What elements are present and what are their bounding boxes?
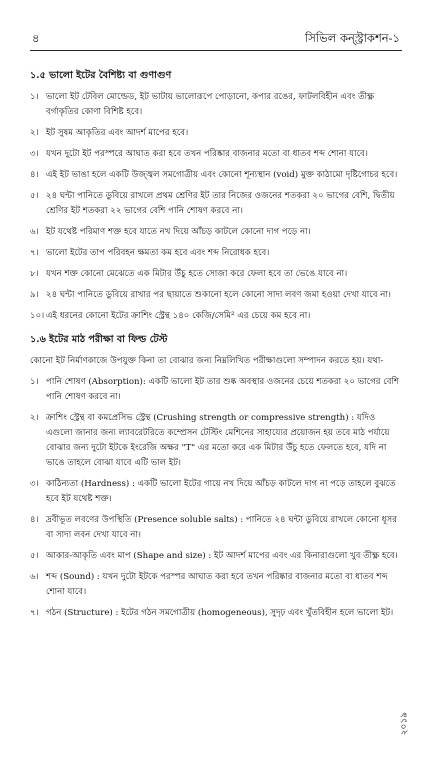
item-number: ৩। bbox=[30, 149, 39, 159]
header-rule bbox=[30, 50, 402, 51]
list-item bbox=[30, 606, 402, 621]
item-number: ৭। bbox=[30, 608, 39, 618]
item-number: ১। bbox=[30, 377, 39, 387]
item-number: ১। bbox=[30, 92, 39, 102]
item-text: যখন শক্ত কোনো মেঝেতে এক মিটার উঁচু হতে সোজা করে ফেলা হবে তা ভেঙে যাবে না। bbox=[46, 269, 348, 279]
list-item bbox=[30, 147, 402, 162]
list-item bbox=[30, 288, 402, 303]
item-text: কাঠিন্যতা (Hardness) : একটি ভালো ইটের গায়ে নখ দিয়ে আঁচড় কাটলে দাগ না পড়ে তাহলে বুঝতে হবে ইট যথেষ্ট শক্ত। bbox=[46, 479, 396, 504]
item-text: ২৪ ঘন্টা পানিতে ডুবিয়ে রাখার পর ছায়াতে শুকানো হলে কোনো সাদা লবণ জমা হওয়া দেখা যাবে না। bbox=[46, 290, 391, 300]
list-item bbox=[30, 375, 402, 405]
item-number: ৫। bbox=[30, 551, 39, 561]
item-number: ৩। bbox=[30, 479, 39, 489]
item-text: ইট যথেষ্ট পরিমাণ শক্ত হবে যাতে নখ দিয়ে আঁচড় কাটলে কোনো দাগ পড়ে না। bbox=[46, 227, 311, 237]
item-text: ২৪ ঘন্টা পানিতে ডুবিয়ে রাখলে প্রথম শ্রেণির ইট তার নিজের ওজনের শতকরা ২০ ভাগের বেশি, দ্বিতীয় শ্রেণির ইট শতকরা ২২ ভাগের বেশি পানি শোষণ করবে না। bbox=[46, 191, 395, 216]
item-text: গঠন (Structure) : ইটের গঠন সমগোত্রীয় (homogeneous), সুদৃঢ় এবং খুঁতবিহীন হলে ভালো ইট। bbox=[46, 608, 394, 618]
list-item bbox=[30, 189, 402, 219]
item-text: এই ধরনের কোনো ইটের ক্রাশিং স্ট্রেন্থ ১৪০ কেজি/সেমি² এর চেয়ে কম হবে না। bbox=[46, 311, 311, 321]
list-item bbox=[30, 225, 402, 240]
item-text: শব্দ (Sound) : যখন দুটো ইটকে পরস্পর আঘাত করা হবে তখন পরিষ্কার বাজনার মতো বা ধাতব শব্দ শোনা যাবে। bbox=[46, 572, 388, 597]
item-number: ৪। bbox=[30, 170, 39, 180]
item-number: ৬। bbox=[30, 572, 39, 582]
list-item bbox=[30, 570, 402, 600]
page-header bbox=[30, 30, 402, 48]
item-text: ভালো ইটের তাপ পরিবহন ক্ষমতা কম হবে এবং শব্দ নিরোধক হবে। bbox=[46, 248, 270, 258]
list-item bbox=[30, 411, 402, 471]
section-heading-1: ১.৫ ভালো ইটের বৈশিষ্ট্য বা গুণাগুণ bbox=[30, 70, 172, 81]
item-number: ৯। bbox=[30, 290, 39, 300]
list-item bbox=[30, 126, 402, 141]
item-text: এই ইট ভাঙা হলে একটি উজ্জ্বল সমগোত্রীয় এবং কোনো শূন্যস্থান (void) মুক্ত কাঠামো দৃষ্টিগোচর হবে। bbox=[46, 170, 398, 180]
item-number: ৬। bbox=[30, 227, 39, 237]
item-text: পানি শোষণ (Absorption): একটি ভালো ইট তার শুষ্ক অবস্থার ওজনের চেয়ে শতকরা ২০ ভাগের বেশি পানি শোষণ করবে না। bbox=[46, 377, 400, 402]
list-item bbox=[30, 549, 402, 564]
item-number: ৫। bbox=[30, 191, 39, 201]
list-item bbox=[30, 309, 402, 324]
item-text: যখন দুটো ইট পরস্পরে আঘাত করা হবে তখন পরিষ্কার বাজনার মতো বা ধাতব শব্দ শোনা যাবে। bbox=[46, 149, 368, 159]
item-number: ৮। bbox=[30, 269, 39, 279]
item-number: ২। bbox=[30, 413, 39, 423]
list-item bbox=[30, 267, 402, 282]
edition-mark: ২০১৯ bbox=[399, 712, 409, 736]
item-number: ১০। bbox=[30, 311, 45, 321]
page-number: ৪ bbox=[32, 31, 40, 45]
qualities-list bbox=[30, 90, 402, 324]
running-title: সিভিল কন্স্ট্রাকশন-১ bbox=[305, 31, 400, 45]
item-number: ৪। bbox=[30, 515, 39, 525]
item-text: আকার-আকৃতি এবং মাপ (Shape and size) : ইট আদর্শ মাপের এবং এর কিনারাগুলো খুব তীক্ষ্ণ হবে। bbox=[46, 551, 398, 561]
item-number: ২। bbox=[30, 128, 39, 138]
item-text: ইট সুষম আকৃতির এবং আদর্শ মাপের হবে। bbox=[46, 128, 189, 138]
item-text: ভালো ইট টেবিল মোল্ডেড, ইট ভাটায় ভালোরূপে পোড়ানো, কপার রঙের, ফাটলবিহীন এবং তীক্ষ্ণ বর্গাকৃতির কোণা বিশিষ্ট হবে। bbox=[46, 92, 375, 117]
section-intro: কোনো ইট নির্মাণকাজে উপযুক্ত কিনা তা বোঝার জন্য নিম্নলিখিত পরীক্ষাগুলো সম্পাদন করতে হয়। যথা- bbox=[30, 356, 384, 366]
list-item bbox=[30, 513, 402, 543]
page-content bbox=[30, 62, 402, 627]
list-item bbox=[30, 477, 402, 507]
item-text: ক্রাশিং স্ট্রেন্থ বা কমপ্রেসিভ স্ট্রেন্থ (Crushing strength or compressive strength) : যদিও এগুলো জানার জন্য ল্যাবরেটরিতে কম্প্রেসন টেস্টিং মেশিনের সাহায্যের প্রয়োজন হয় তবে মাঠ পর্যায়ে বোঝার জন্য দুটো ইটকে ইংরেজি অক্ষর "T" এর মতো করে এক মিটার উঁচু হতে ফেলতে হবে, যদি না ভাঙে তাহলে বোঝা যাবে এটি ভাল ইট। bbox=[46, 413, 390, 468]
field-tests-list bbox=[30, 375, 402, 621]
item-text: দ্রবীভূত লবণের উপস্থিতি (Presence soluble salts) : পানিতে ২৪ ঘন্টা ডুবিয়ে রাখলে কোনো ধূসর বা সাদা লবন দেখা যাবে না। bbox=[46, 515, 397, 540]
item-number: ৭। bbox=[30, 248, 39, 258]
list-item bbox=[30, 168, 402, 183]
list-item bbox=[30, 90, 402, 120]
list-item bbox=[30, 246, 402, 261]
section-heading-2: ১.৬ ইটের মাঠ পরীক্ষা বা ফিল্ড টেস্ট bbox=[30, 334, 168, 345]
